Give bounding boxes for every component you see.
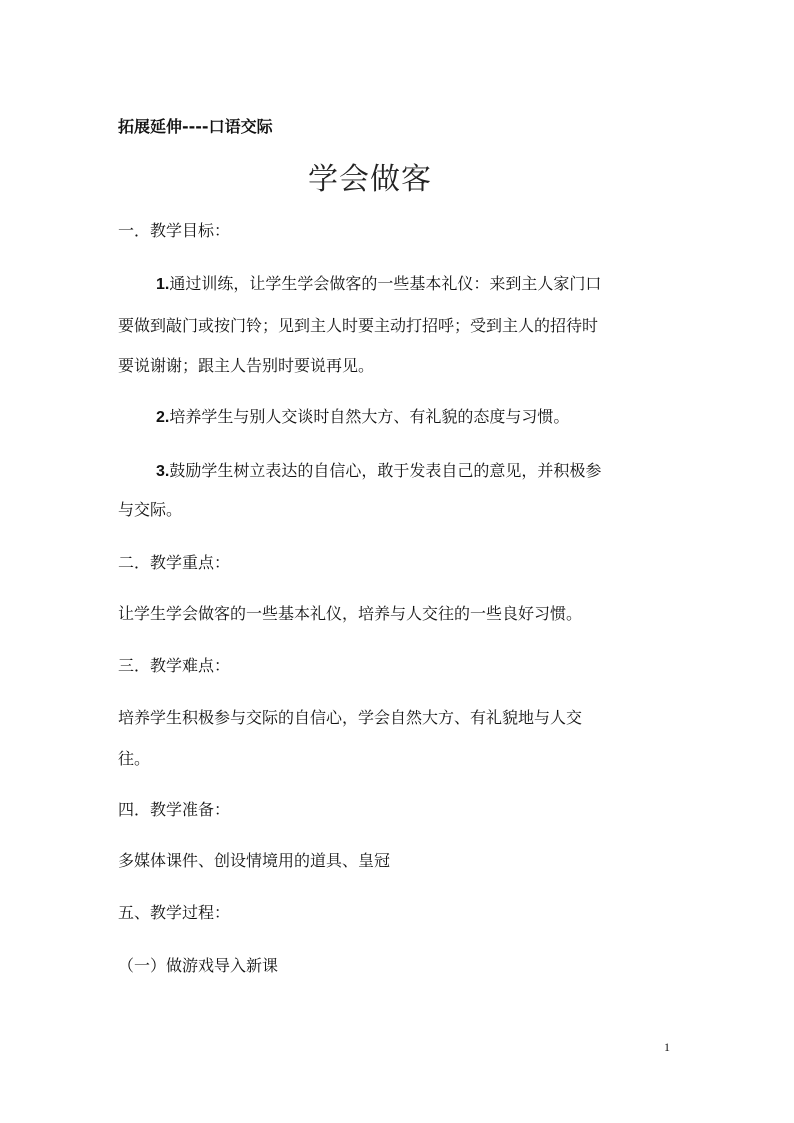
section-heading-preparation: 四．教学准备： bbox=[118, 800, 231, 819]
section-heading-key-points: 二．教学重点： bbox=[118, 553, 231, 572]
objective-3-number: 3. bbox=[156, 463, 170, 480]
difficulties-text-line-1: 培养学生积极参与交际的自信心，学会自然大方、有礼貌地与人交 bbox=[118, 708, 583, 727]
preparation-text: 多媒体课件、创设情境用的道具、皇冠 bbox=[118, 851, 391, 870]
process-sub-heading: （一）做游戏导入新课 bbox=[118, 956, 279, 975]
objective-3-text: 鼓励学生树立表达的自信心，敢于发表自己的意见，并积极参 bbox=[169, 461, 602, 480]
page-number: 1 bbox=[664, 1040, 670, 1054]
key-points-text: 让学生学会做客的一些基本礼仪，培养与人交往的一些良好习惯。 bbox=[118, 604, 583, 623]
objective-2-line-1 bbox=[156, 407, 569, 428]
objective-3-line-2: 与交际。 bbox=[118, 500, 183, 519]
section-heading-difficulties: 三．教学难点： bbox=[118, 656, 231, 675]
objective-3-line-1 bbox=[156, 461, 601, 482]
objective-1-number: 1. bbox=[156, 276, 170, 293]
objective-1-line-3: 要说谢谢；跟主人告别时要说再见。 bbox=[118, 356, 375, 375]
difficulties-text-line-2: 往。 bbox=[118, 749, 151, 768]
objective-1-line-1 bbox=[156, 274, 601, 295]
objective-1-line-2: 要做到敲门或按门铃；见到主人时要主动打招呼；受到主人的招待时 bbox=[118, 316, 599, 335]
objective-2-number: 2. bbox=[156, 409, 170, 426]
objective-1-text: 通过训练，让学生学会做客的一些基本礼仪：来到主人家门口 bbox=[169, 274, 602, 293]
section-heading-process: 五、教学过程： bbox=[118, 903, 231, 922]
document-subtitle: 拓展延伸----口语交际 bbox=[118, 117, 273, 136]
page-title: 学会做客 bbox=[308, 162, 432, 197]
section-heading-objectives: 一．教学目标： bbox=[118, 221, 231, 240]
objective-2-text: 培养学生与别人交谈时自然大方、有礼貌的态度与习惯。 bbox=[169, 407, 570, 426]
